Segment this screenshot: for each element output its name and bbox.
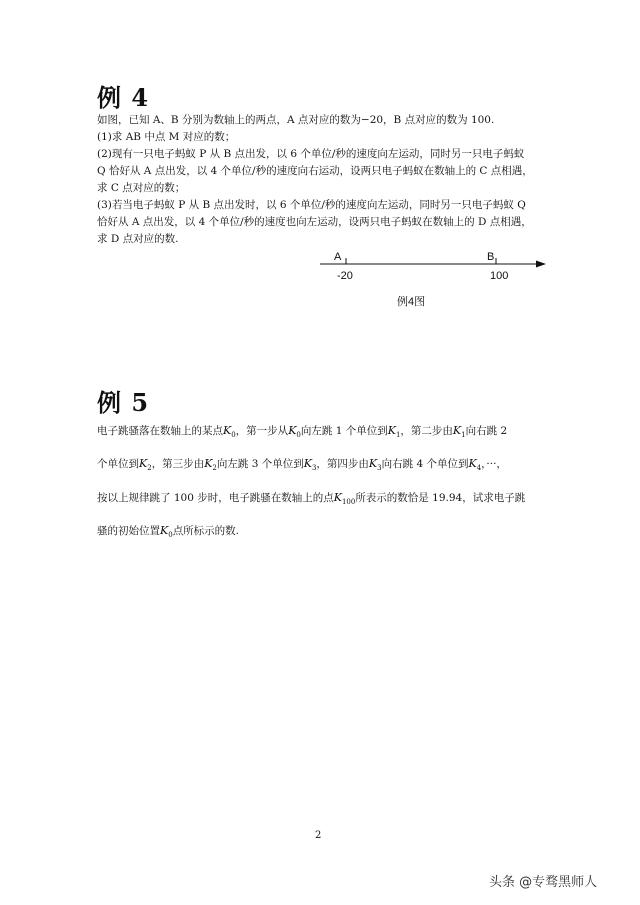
page-number: 2 [315,830,322,841]
example-4-line-3: (2)现有一只电子蚂蚁 P 从 B 点出发，以 6 个单位/秒的速度向左运动，同时另一只电子蚂蚁 [97,148,525,160]
text-segment: ，···， [481,458,507,470]
text-segment: ，第一步从 [235,425,289,437]
text-segment: 骚的初始位置 [97,525,160,537]
text-segment: ，第三步由 [151,458,205,470]
example-4-line-5: 求 C 点对应的数； [97,182,186,194]
text-segment: 点所标示的数. [172,525,240,537]
k-symbol: $K_3$ [303,457,317,472]
text-segment: 向右跳 4 个单位到 [381,458,469,470]
text-segment: 个单位到 [97,458,139,470]
point-a-label: A [334,251,342,263]
k-symbol: $K_0$ [288,424,301,439]
figure-caption: 例4图 [397,296,426,308]
example-5-line-4 [97,525,239,539]
k-symbol: $K_0$ [223,424,236,439]
example-4-line-7: 恰好从 A 点出发，以 4 个单位/秒的速度也向左运动，设两只电子蚂蚁在数轴上的 D 点相遇， [97,216,532,228]
k-symbol: $K_2$ [139,457,152,472]
example-4-line-6: (3)若当电子蚂蚁 P 从 B 点出发时，以 6 个单位/秒的速度向左运动，同时另一只电子蚂蚁 Q [97,199,526,211]
example-5-line-1 [97,425,507,439]
example-5-line-2 [97,458,507,472]
k-symbol: $K_3$ [368,457,382,472]
example-4-line-4: Q 恰好从 A 点出发，以 4 个单位/秒的速度向右运动，设两只电子蚂蚁在数轴上的 C 点相遇， [97,165,533,177]
text-segment: 向右跳 2 [465,425,508,437]
watermark: 头条 @专骛黑师人 [489,875,598,890]
axis-arrow-icon [536,261,546,268]
example-4-line-2: (1)求 AB 中点 M 对应的数； [97,131,236,143]
text-segment: 电子跳骚落在数轴上的某点 [97,425,223,437]
example-4-line-8: 求 D 点对应的数. [97,233,179,245]
text-segment: 按以上规律跳了 100 步时，电子跳骚在数轴上的点 [97,492,334,504]
example-5-title: 例 5 [97,388,150,417]
k-symbol: $K_4$ [468,457,482,472]
point-b-label: B [487,251,495,263]
text-segment: 向左跳 3 个单位到 [216,458,304,470]
k-symbol: $K_1$ [387,424,401,439]
text-segment: 向左跳 1 个单位到 [300,425,388,437]
k-symbol: $K_2$ [204,457,217,472]
text-segment: 所表示的数恰是 19.94，试求电子跳 [355,492,526,504]
point-b-value: 100 [490,270,509,282]
k-symbol: $K_1$ [452,424,466,439]
example-4-title: 例 4 [97,83,150,112]
example-5-line-3 [97,492,525,506]
point-a-value: -20 [337,270,353,282]
text-segment: ，第二步由 [400,425,453,437]
number-line-figure [320,245,550,285]
example-4-line-1: 如图，已知 A、B 分别为数轴上的两点，A 点对应的数为−20，B 点对应的数为 100. [97,114,495,126]
k-symbol: $K_{100}$ [333,491,356,506]
text-segment: ，第四步由 [316,458,369,470]
k-symbol: $K_0$ [160,524,173,539]
